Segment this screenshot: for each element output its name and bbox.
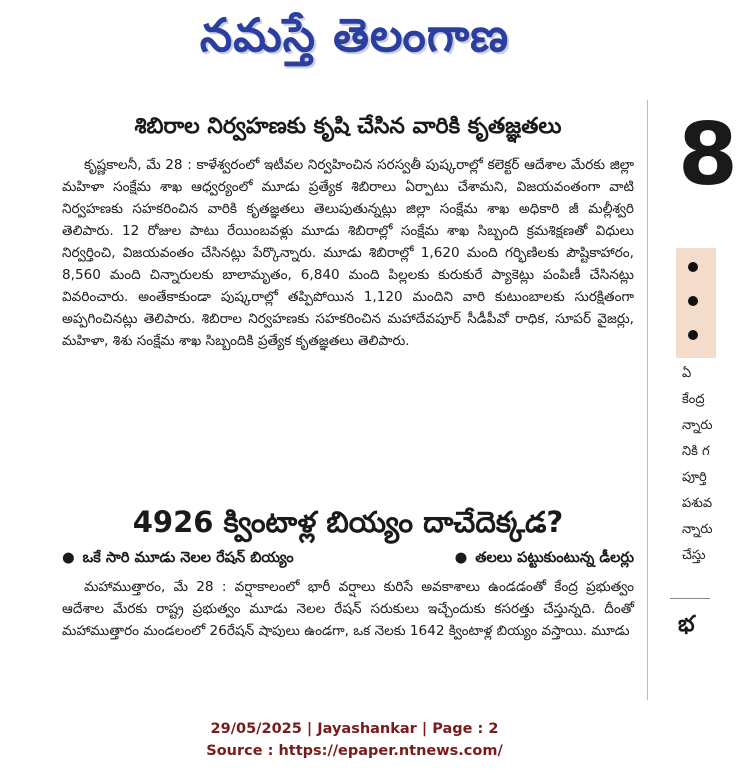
headline-fragment: భ — [678, 612, 695, 637]
edition-info: 29/05/2025 | Jayashankar | Page : 2 — [210, 721, 499, 737]
epaper-footer — [0, 714, 709, 781]
bullet-icon: ● — [62, 550, 75, 566]
divider — [670, 598, 710, 599]
text-fragment: న్నారు — [682, 418, 713, 433]
article-body: మహాముత్తారం, మే 28 : వర్షాకాలంలో భారీ వర్షాలు కురిసే అవకాశాలు ఉండడంతో కేంద్ర ప్రభుత్వం ఆదేశాల మేరకు రాష్ట్ర ప్రభుత్వం మూడు నెలల రేషన్ సరుకులు ఇచ్చేందుకు కసరత్తు చేస్తున్నది. దీంతో మహాముత్తారం మండలంలో 26రేషన్ షాపులు ఉండగా, ఒక నెలకు 1642 క్వింటాళ్ల బియ్యం వస్తాయి. మూడు — [62, 579, 634, 639]
article-rice-storage — [62, 500, 634, 684]
article-gratitude — [62, 112, 634, 352]
highlight-box — [676, 248, 716, 358]
column-divider — [647, 100, 648, 700]
subheadings — [62, 550, 634, 570]
text-fragment: పూర్తి — [682, 470, 707, 485]
article-body: కృష్ణకాలనీ, మే 28 : కాళేశ్వరంలో ఇటీవల నిర్వహించిన సరస్వతీ పుష్కరాల్లో కలెక్టర్ ఆదేశాల మేరకు జిల్లా మహిళా సంక్షేమ శాఖ ఆధ్వర్యంలో మూడు ప్రత్యేక శిబిరాలు ఏర్పాటు చేశామని, విజయవంతంగా వాటి నిర్వహణకు సహకరించిన వారికి కృతజ్ఞతలు తెలుపుతున్నట్లు జిల్లా సంక్షేమ శాఖ అధికారి జీ మల్లీశ్వరి తెలిపారు. 12 రోజుల పాటు రేయింబవళ్లు మూడు శిబిరాల్లో సంక్షేమ శాఖ సిబ్బంది క్రమశిక్షణతో విధులు నిర్వర్తించి, విజయవంతం చేసినట్లు పేర్కొన్నారు. మూడు శిబిరాల్లో 1,620 మంది గర్భిణిలకు పౌష్టికాహారం, 8,560 మంది చిన్నారులకు బాలామృతం, 6,840 మంది పిల్లలకు కురుకురే ప్యాకెట్లు పంపిణీ చేసినట్లు వివరించారు. అంతేకాకుండా పుష్కరాల్లో తప్పిపోయిన 1,120 మందిని వారి కుటుంబాలకు సురక్షితంగా అప్పగించినట్లు తెలిపారు. శిబిరాల నిర్వహణకు సహకరించిన మహాదేవపూర్ సీడీపీవో రాధిక, సూపర్ వైజర్లు, మహిళా, శిశు సంక్షేమ శాఖ సిబ్బందికి ప్రత్యేక కృతజ్ఞతలు తెలిపారు. — [62, 157, 634, 349]
article-headline: శిబిరాల నిర్వహణకు కృషి చేసిన వారికి కృతజ్ఞతలు — [134, 114, 562, 139]
masthead — [0, 0, 709, 82]
bullet-icon — [688, 330, 698, 340]
bullet-icon: ● — [454, 550, 468, 566]
bullet-icon — [688, 262, 698, 272]
source-url: Source : https://epaper.ntnews.com/ — [206, 743, 503, 759]
big-headline-digit: 8 — [678, 105, 738, 205]
subhead-right: ● తలలు పట్టుకుంటున్న డీలర్లు — [454, 550, 634, 566]
newspaper-title: నమస్తే తెలంగాణ — [199, 8, 510, 62]
text-fragment: ఏ — [682, 366, 692, 381]
subhead-left: ● ఒకే సారి మూడు నెలల రేషన్ బియ్యం — [62, 550, 294, 566]
text-fragment: కేంద్ర — [682, 392, 705, 407]
text-fragment: న్నారు — [682, 522, 713, 537]
text-fragment: నికి గ — [682, 444, 710, 459]
text-fragment: చేస్తు — [682, 548, 706, 563]
bullet-icon — [688, 296, 698, 306]
article-headline: 4926 క్వింటాళ్ల బియ్యం దాచేదెక్కడ? — [132, 505, 564, 539]
adjacent-column-fragment — [660, 100, 738, 700]
text-fragment: పశువ — [682, 496, 713, 511]
